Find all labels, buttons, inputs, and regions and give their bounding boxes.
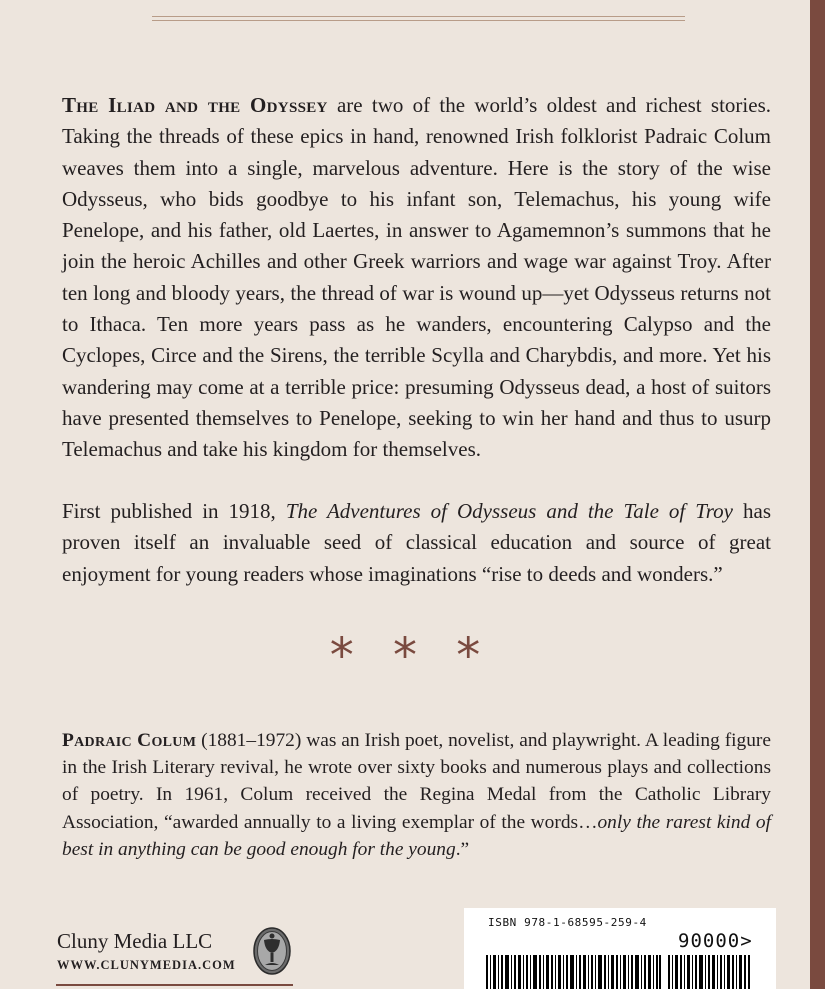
publisher-rule	[56, 984, 293, 986]
bio-end: .”	[455, 838, 470, 860]
publication-text: has proven itself an invaluable seed of classical education and source of great enjoyment for young readers whose imaginations “rise to deeds and wonders.”	[62, 499, 772, 586]
description-paragraph	[62, 90, 771, 466]
description-text: are two of the world’s oldest and richest stories. Taking the threads of these epics in hand, renowned Irish folklorist Padraic Colum weaves them into a single, marvelous adventure. Here is the story of the wise Odysseus, who bids goodbye to his infant son, Telemachus, his young wife Penelope, and his father, old Laertes, in answer to Agamemnon’s summons that he join the heroic Achilles and other Greek warriors and wage war against Troy. After ten long and bloody years, the thread of war is wound up—yet Odysseus returns not to Ithaca. Ten more years pass as he wanders, encountering Calypso and the Cyclopes, Circe and the Sirens, the terrible Scylla and Charybdis, and more. Yet his wandering may come at a terrible price: presuming Odysseus dead, a host of suitors have presented themselves to Penelope, seeking to win her hand and thus to usurp Telemachus and take his kingdom for themselves.	[62, 93, 771, 462]
price-barcode-icon	[668, 955, 750, 989]
price-code: 90000>	[678, 930, 753, 952]
isbn-label: ISBN 978-1-68595-259-4	[488, 916, 647, 929]
chalice-logo-icon	[253, 927, 291, 975]
bio-quote: only the rarest kind of best in anything can be good enough for the young	[62, 811, 771, 860]
top-rule	[152, 16, 685, 21]
star-separator	[0, 630, 810, 682]
spine-edge	[810, 0, 825, 989]
publication-intro: First published in 1918,	[62, 499, 286, 523]
star-icon: *	[393, 628, 417, 684]
isbn-barcode-icon	[486, 955, 661, 989]
bio-text: (1881–1972) was an Irish poet, novelist, and playwright. A leading figure in the Irish Literary revival, he wrote over sixty books and numerous plays and collections of poetry. In 1961, Colum received the Regina Medal from the Catholic Library Association, “awarded annually to a living exemplar of the words…	[62, 730, 771, 833]
book-title: The Adventures of Odysseus and the Tale of Troy	[285, 499, 733, 523]
author-bio	[62, 727, 771, 863]
lead-title: The Iliad and the Odyssey	[62, 93, 328, 117]
publisher-url: WWW.CLUNYMEDIA.COM	[57, 958, 236, 972]
author-name: Padraic Colum	[62, 730, 197, 751]
star-icon: *	[456, 628, 481, 684]
publication-paragraph	[62, 496, 771, 590]
publisher-name: Cluny Media LLC	[57, 929, 213, 953]
star-icon: *	[329, 628, 354, 684]
